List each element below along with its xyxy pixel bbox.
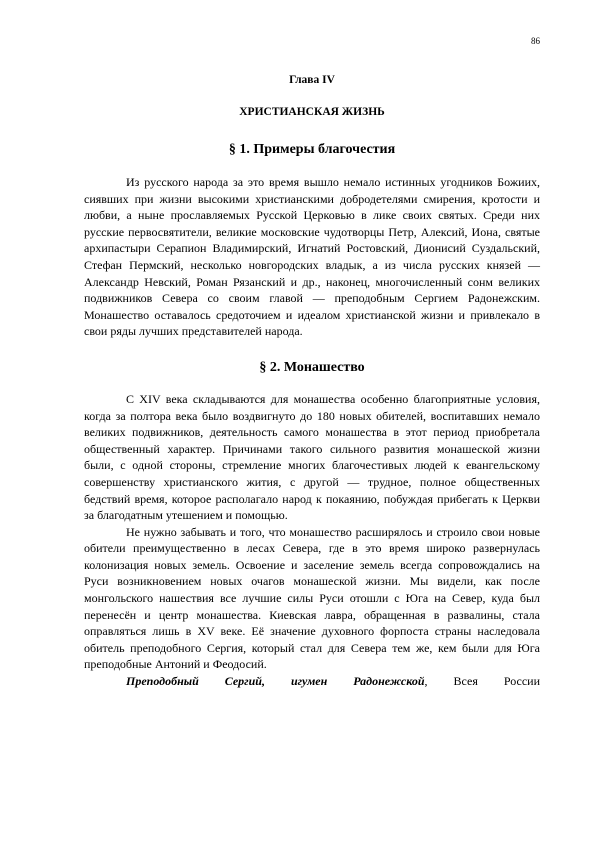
part-title: ХРИСТИАНСКАЯ ЖИЗНЬ	[239, 106, 385, 118]
section-2-paragraph-2: Не нужно забывать и того, что монашество расширялось и строило свои новые обители преимущественно в лесах Севера, где в это время широко развернулась колонизация новых земель. Освоение и заселение земель всегда сопровождались на Руси возникновением новых очагов монашеской жизни. Мы видели, как после монгольского нашествия все лучшие силы Руси отошли с Юга на Север, куда был перенесён и центр монашества. Киевская лавра, обращенная в развалины, стала оправляться лишь в XV веке. Её значение духовного форпоста страны наследовала обитель преподобного Сергия, который стал для Севера тем же, кем были для Юга преподобные Антоний и Феодосий.	[84, 524, 540, 672]
section-1-paragraph: Из русского народа за это время вышло немало истинных угодников Божиих, сиявших при жизни высокими христианскими добродетелями смирения, кротости и любви, а ныне прославляемых Русской Церковью в лике своих святых. Среди них русские первосвятители, великие московские чудотворцы Петр, Алексий, Иона, святые архипастыри Серапион Владимирский, Игнатий Ростовский, Дионисий Суздальский, Стефан Пермский, несколько новгородских владык, а из числа русских князей — Александр Невский, Роман Рязанский и др., наконец, многочисленный сонм великих подвижников Севера со своим главой — преподобным Сергием Радонежским. Монашество оставалось средоточием и идеалом христианской жизни и привлекало в свои ряды лучших представителей народа.	[84, 175, 540, 339]
section-2-paragraph-1: С XIV века складываются для монашества особенно благоприятные условия, когда за полтора века было воздвигнуто до 180 новых обителей, воспитавших немало великих подвижников, деятельность самого монашества в этот период приобретала общественный характер. Причинами такого сильного развития монашеской жизни были, с одной стороны, стремление многих благочестивых людей к евангельскому совершенству христианского жития, с другой — трудное, полное общественных бедствий время, которое располагало народ к покаянию, побуждая прибегать к Церкви за благодатным утешением и помощью.	[84, 391, 540, 523]
paragraph-3-text: , Всея России	[424, 674, 540, 689]
saint-name: Преподобный Сергий, игумен Радонежской	[126, 674, 425, 689]
page-body	[84, 74, 540, 690]
section-2-title: § 2. Монашество	[259, 359, 365, 375]
chapter-heading: Глава IV	[289, 74, 335, 86]
section-2-paragraph-3	[84, 673, 540, 690]
section-1-title: § 1. Примеры благочестия	[228, 142, 396, 157]
page-number: 86	[531, 36, 540, 46]
